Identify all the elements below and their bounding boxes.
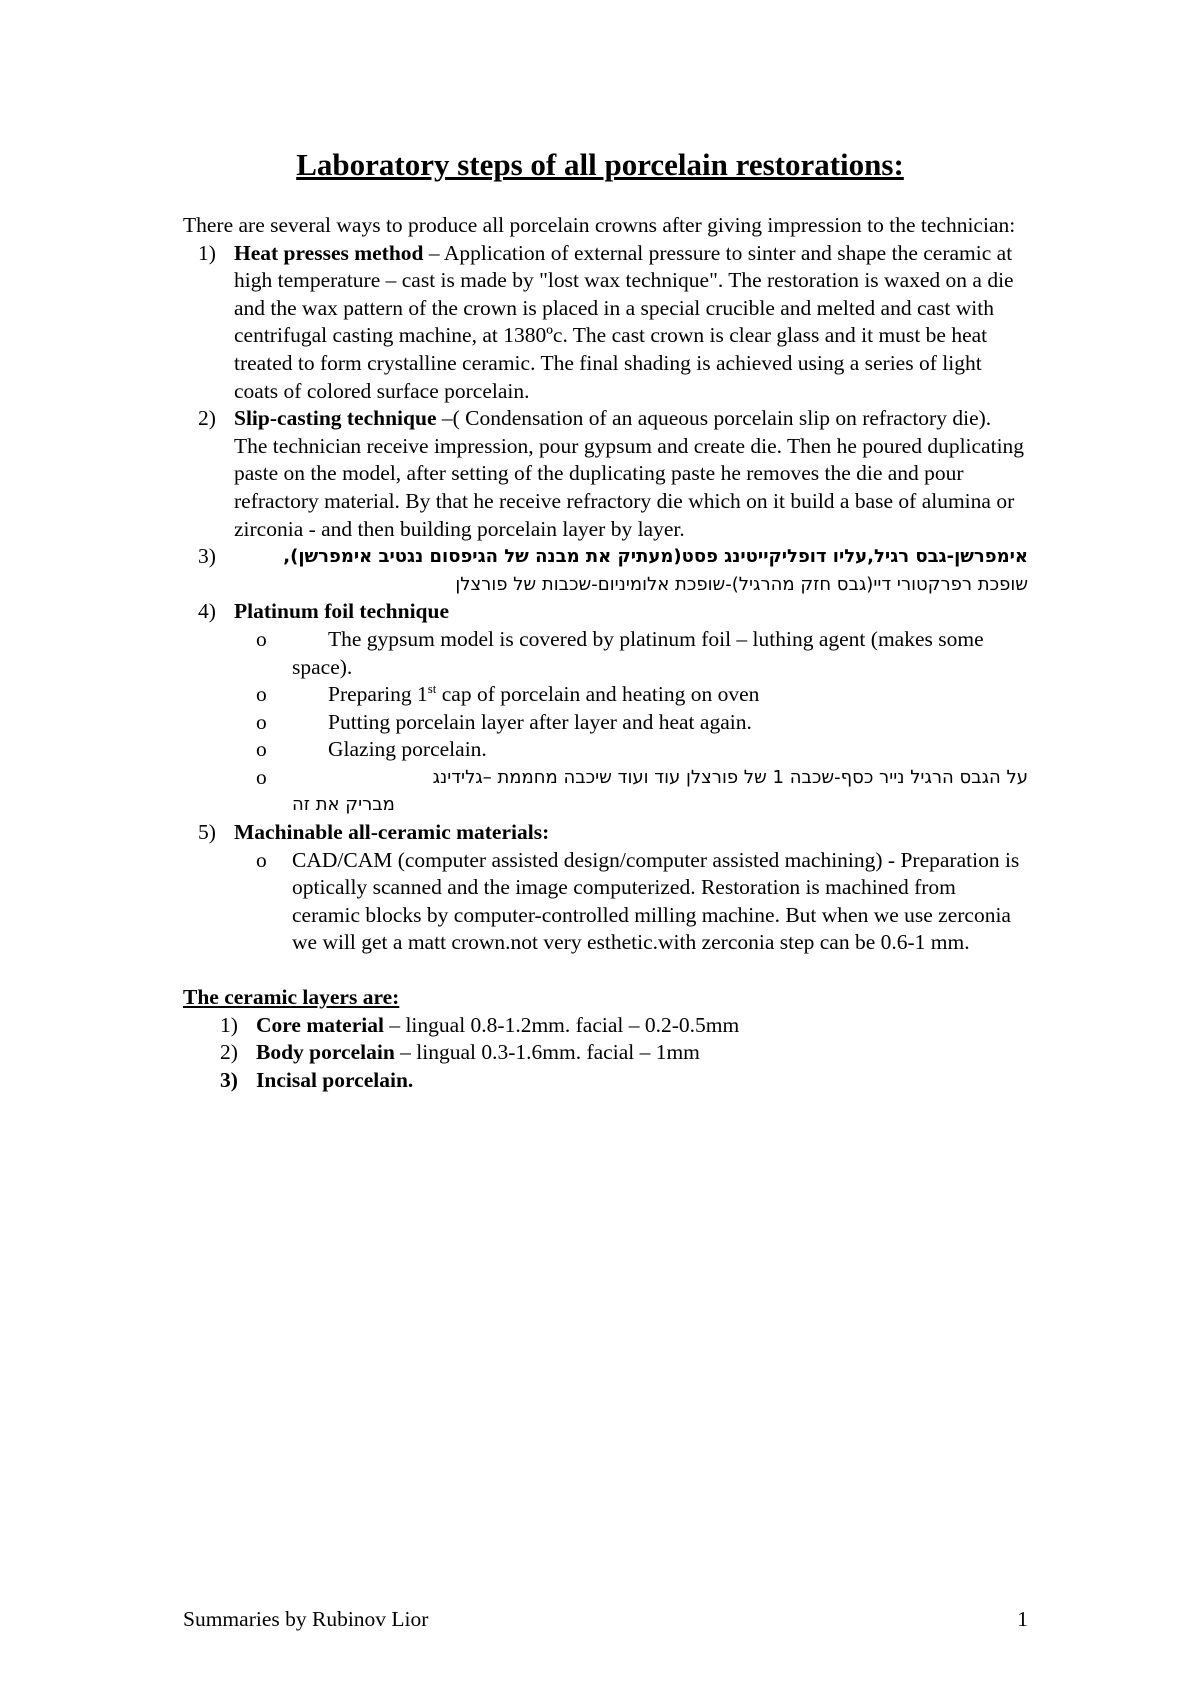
layer-values: – lingual 0.3-1.6mm. facial – 1mm bbox=[394, 1040, 700, 1065]
list-item bbox=[183, 847, 1028, 957]
list-number: 1) bbox=[198, 240, 216, 265]
layer-name: Incisal porcelain. bbox=[256, 1067, 414, 1092]
layer-name: Core material bbox=[256, 1012, 384, 1037]
step-text: The gypsum model is covered by platinum foil – luthing agent (makes some space). bbox=[292, 626, 984, 679]
intro-paragraph: There are several ways to produce all porcelain crowns after giving impression to the technician: bbox=[183, 213, 1016, 237]
method-heading: Machinable all-ceramic materials: bbox=[234, 820, 550, 845]
list-item bbox=[183, 709, 1028, 737]
step-text: Preparing 1st cap of porcelain and heating on oven bbox=[328, 680, 760, 707]
layer-item bbox=[183, 1067, 1028, 1095]
bullet: o bbox=[256, 737, 267, 762]
method-hebrew-steps bbox=[183, 543, 1028, 598]
bullet: o bbox=[256, 709, 267, 734]
list-number: 2) bbox=[220, 1040, 238, 1065]
layers-heading: The ceramic layers are: bbox=[183, 985, 400, 1010]
hebrew-line: מבריק את זה bbox=[292, 794, 395, 816]
list-number: 3) bbox=[220, 1067, 238, 1092]
list-number: 5) bbox=[198, 820, 216, 845]
list-number: 2) bbox=[198, 406, 216, 431]
method-platinum-foil bbox=[183, 598, 1028, 626]
method-heading: Heat presses method bbox=[234, 240, 424, 265]
step-text: Putting porcelain layer after layer and heat again. bbox=[328, 709, 752, 734]
step-text: CAD/CAM (computer assisted design/computer assisted machining) - Preparation is optically scanned and the image computerized. Restoration is machined from ceramic blocks by computer-controlled milling machine. But when we use zerconia we will get a matt crown.not very esthetic.with zerconia step can be 0.6-1 mm. bbox=[292, 847, 1020, 955]
method-heat-press bbox=[183, 240, 1028, 406]
layer-name: Body porcelain bbox=[256, 1040, 395, 1065]
document-body bbox=[183, 212, 1028, 1094]
method-machinable bbox=[183, 819, 1028, 847]
method-description: – Application of external pressure to sinter and shape the ceramic at high temperature – cast is made by "lost wax technique". The restoration is waxed on a die and the wax pattern of the crown is placed in a special crucible and melted and cast with centrifugal casting machine, at 1380ºc. The cast crown is clear glass and it must be heat treated to form crystalline ceramic. The final shading is achieved using a series of light coats of colored surface porcelain. bbox=[234, 240, 1014, 403]
method-description: –( Condensation of an aqueous porcelain slip on refractory die). The technician receive impression, pour gypsum and create die. Then he poured duplicating paste on the model, after setting of the duplicating paste he removes the die and pour refractory material. By that he receive refractory die which on it build a base of alumina or zirconia - and then building porcelain layer by layer. bbox=[234, 406, 1025, 541]
page-footer bbox=[183, 1606, 1028, 1633]
layer-item bbox=[183, 1039, 1028, 1067]
bullet: o bbox=[256, 764, 267, 789]
list-item bbox=[183, 736, 1028, 764]
list-number: 4) bbox=[198, 599, 216, 624]
method-heading: Slip-casting technique bbox=[234, 406, 437, 431]
bullet: o bbox=[256, 626, 267, 651]
list-item bbox=[183, 626, 1028, 681]
list-number: 1) bbox=[220, 1012, 238, 1037]
page-number: 1 bbox=[1017, 1607, 1028, 1631]
method-slip-casting bbox=[183, 405, 1028, 543]
method-heading: Platinum foil technique bbox=[234, 599, 450, 624]
step-text: Glazing porcelain. bbox=[328, 737, 487, 762]
layer-values: – lingual 0.8-1.2mm. facial – 0.2-0.5mm bbox=[383, 1012, 740, 1037]
layer-item bbox=[183, 1012, 1028, 1040]
list-number: 3) bbox=[198, 544, 216, 569]
hebrew-line: על הגבס הרגיל נייר כסף-שכבה 1 של פורצלן עוד ועוד שיכבה מחממת –גלידינג bbox=[432, 766, 1028, 788]
footer-author: Summaries by Rubinov Lior bbox=[183, 1607, 429, 1631]
hebrew-line: שופכת רפרקטורי דיי(גבס חזק מהרגיל)-שופכת אלומיניום-שכבות של פורצלן bbox=[455, 573, 1028, 595]
bullet: o bbox=[256, 682, 267, 707]
hebrew-line: אימפרשן-גבס רגיל,עליו דופליקייטינג פסט(מעתיק את מבנה של הגיפסום נגטיב אימפרשן), bbox=[283, 546, 1028, 568]
list-item bbox=[183, 764, 1028, 819]
bullet: o bbox=[256, 847, 267, 872]
page-title: Laboratory steps of all porcelain restorations: bbox=[296, 147, 904, 182]
list-item bbox=[183, 681, 1028, 709]
